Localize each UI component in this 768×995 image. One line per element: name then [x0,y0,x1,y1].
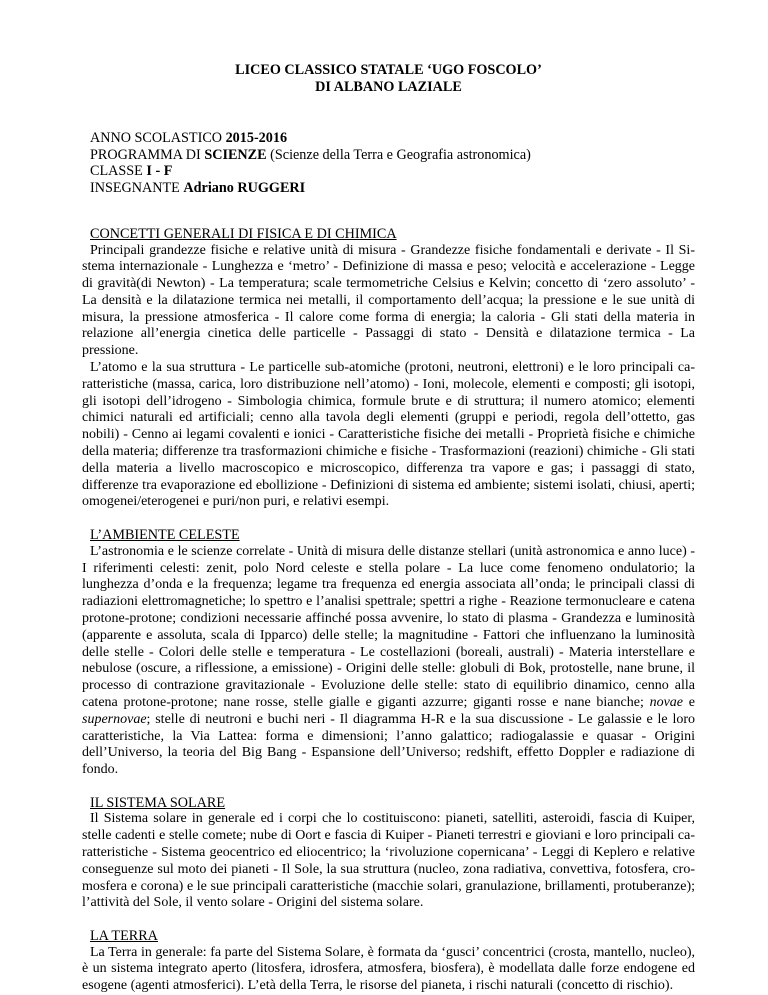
school-name: LICEO CLASSICO STATALE ‘UGO FOSCOLO’ [235,62,542,78]
document-meta [90,130,695,196]
section-paragraph: Il Sistema solare in generale ed i corpi che lo costituiscono: pianeti, satelliti, asteroidi, fascia di Kuiper, stelle cadenti e stelle comete; nube di Oort e fascia di Kuiper - Pianeti terrestri e gioviani e loro principali caratteristiche - Sistema geocentrico ed eliocentrico; la ‘rivoluzione copernicana’ - Leggi di Keplero e relative conseguenze sul moto dei pianeti - Il Sole, la sua struttura (nucleo, zona radiativa, convettiva, fotosfera, cromosfera e corona) e le sue principali caratteristiche (macchie solari, granulazione, brillamenti, protuberanze); l’attività del Sole, il vento solare - Origini del sistema solare. [82,811,695,911]
section-fisica-chimica [82,226,695,511]
section-heading: IL SISTEMA SOLARE [90,794,226,811]
section-heading: LA TERRA [90,928,158,945]
class-value: I - F [146,163,173,179]
section-paragraph: Principali grandezze fisiche e relative unità di misura - Grandezze fisiche fondamentali e derivate - Il Sistema internazionale - Lunghezza e ‘metro’ - Definizione di massa e peso; velocità e accelerazione - Legge di gravità(di Newton) - La temperatura; scale termometriche Celsius e Kelvin; concetto di ‘zero assoluto’ - La densità e la dilatazione termica nei metalli, il comportamento dell’acqua; la pressione e le sue unità di misura, la pressione atmosferica - Il calore come forma di energia; la caloria - Gli stati della materia in relazione all’energia cinetica delle particelle - Passaggi di stato - Densità e dilatazione termica - La pressione. [82,242,695,359]
program-value: SCIENZE [204,146,267,163]
section-paragraph: L’astronomia e le scienze correlate - Unità di misura delle distanze stellari (unità astronomica e anno luce) - I riferimenti celesti: zenit, polo Nord celeste e stella polare - La luce come fenomeno ondulatorio; la lunghezza d’onda e la frequenza; legame tra frequenza ed energia associata all’onda; le principali classi di radiazioni elettromagnetiche; lo spettro e l’analisi spettrale; spettri a righe - Reazione termonucleare e catena protone-protone; condizioni necessarie affinché possa avvenire, lo stato di plasma - Grandezza e luminosità (apparente e assoluta, scala di Ipparco) delle stelle; la magnitudine - Fattori che influenzano la luminosità delle stelle - Colori delle stelle e temperatura - Le costellazioni (boreali, australi) - Materia interstellare e nebulose (oscure, a riflessione, a emissione) - Origini delle stelle: globuli di Bok, protostelle, nane brune, il processo di contrazione gravitazionale - Evoluzione delle stelle: stato di equilibrio dinamico, cenno alla catena protone-protone; nane rosse, stelle gialle e giganti azzurre; giganti rosse e nane bianche; novae e supernovae; stelle di neutroni e buchi neri - Il diagramma H-R e la sua discussione - Le galassie e le loro caratteristiche, la Via Lattea: forma e dimensioni; l’anno galattico; radiogalassie e quasar - Origini dell’Universo, la teoria del Big Bang - Espansione dell’Universo; redshift, effetto Doppler e radiazione di fondo. [82,543,695,778]
section-ambiente-celeste [82,527,695,779]
program-note: (Scienze della Terra e Geografia astronomica) [266,146,531,163]
teacher-line [90,180,695,197]
section-terra [82,928,695,995]
school-year-label: ANNO SCOLASTICO [90,130,226,146]
school-year-line [90,130,695,147]
section-heading: L’AMBIENTE CELESTE [90,527,240,544]
teacher-label: INSEGNANTE [90,179,184,196]
section-paragraph: La Terra in generale: fa parte del Sistema Solare, è formata da ‘gusci’ concentrici (crosta, mantello, nucleo), è un sistema integrato aperto (litosfera, idrosfera, atmosfera, biosfera), è modellata dalle forze endogene ed esogene (agenti atmosferici). L’età della Terra, le risorse del pianeta, i rischi naturali (concetto di rischio). [82,944,695,994]
class-line [90,163,695,180]
school-year-value: 2015-2016 [225,130,288,146]
teacher-value: Adriano RUGGERI [183,179,306,196]
program-label: PROGRAMMA DI [90,146,205,163]
section-sistema-solare [82,794,695,912]
school-city: DI ALBANO LAZIALE [315,79,462,95]
section-heading: CONCETTI GENERALI DI FISICA E DI CHIMICA [90,226,397,242]
section-paragraph: L’atomo e la sua struttura - Le particelle sub-atomiche (protoni, neutroni, elettroni) e le loro principali caratteristiche (massa, carica, loro distribuzione nell’atomo) - Ioni, molecole, elementi e composti; gli isotopi, gli isotopi dell’idrogeno - Simbologia chimica, formule brute e di struttura; il numero atomico; elementi chimici naturali ed artificiali; cenno alla tavola degli elementi (gruppi e periodi, regola dell’ottetto, gas nobili) - Cenno ai legami covalenti e ionici - Caratteristiche fisiche dei metalli - Proprietà fisiche e chimiche della materia; differenze tra trasformazioni chimiche e fisiche - Trasformazioni (reazioni) chimiche - Gli stati della materia a livello macroscopico e microscopico, differenza tra vapore e gas; i passaggi di stato, differenze tra evaporazione ed ebollizione - Definizioni di sistema ed ambiente; sistemi isolati, chiusi, aperti; omogenei/eterogenei e puri/non puri, e relativi esempi. [82,360,695,510]
class-label: CLASSE [90,163,147,179]
program-line [90,147,695,164]
